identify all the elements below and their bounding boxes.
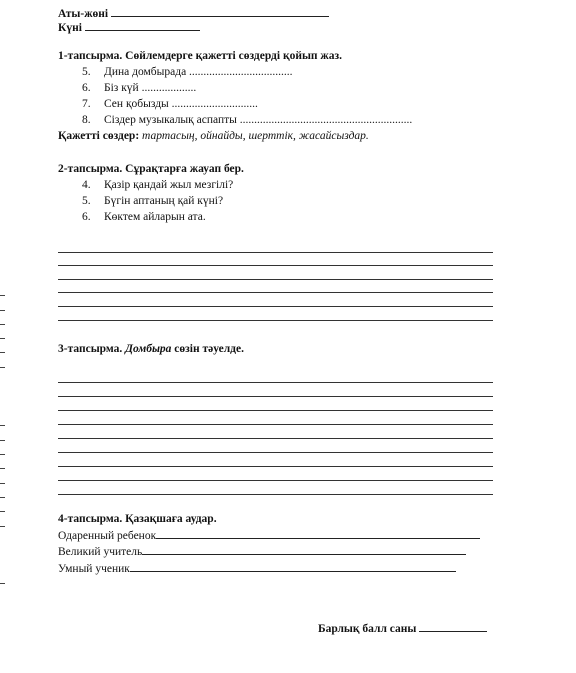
task2-item (82, 210, 206, 224)
total-score-label: Барлық балл саны (318, 623, 417, 635)
answer-line[interactable] (58, 252, 493, 253)
name-line (58, 6, 329, 21)
item-number: 6. (82, 211, 91, 223)
margin-tick (0, 526, 5, 527)
total-score-field[interactable] (419, 621, 487, 632)
required-words-line (58, 129, 369, 143)
item-number: 4. (82, 179, 91, 191)
item-number: 6. (82, 82, 91, 94)
translate-row (58, 561, 456, 576)
answer-line[interactable] (58, 424, 493, 425)
date-label: Күні (58, 22, 82, 34)
margin-tick (0, 440, 5, 441)
answer-line[interactable] (58, 279, 493, 280)
task2-item (82, 194, 223, 208)
margin-tick (0, 338, 5, 339)
item-text: Сіздер музыкалық аспапты ............................................................ (104, 114, 413, 126)
translate-row (58, 528, 480, 543)
task1-item (82, 81, 196, 95)
translate-row (58, 544, 466, 559)
answer-line[interactable] (58, 320, 493, 321)
task3-word: Домбыра (125, 343, 172, 355)
task3-title (58, 342, 244, 356)
answer-line[interactable] (58, 452, 493, 453)
task1-item (82, 113, 412, 127)
margin-tick (0, 497, 5, 498)
translate-phrase: Великий учитель (58, 546, 143, 558)
translate-phrase: Одаренный ребенок (58, 530, 157, 542)
margin-tick (0, 425, 5, 426)
answer-line[interactable] (58, 396, 493, 397)
item-text: Қазір қандай жыл мезгілі? (104, 179, 234, 191)
task3-prefix: 3-тапсырма. (58, 343, 123, 355)
margin-tick (0, 324, 5, 325)
task1-title: 1-тапсырма. Сөйлемдерге қажетті сөздерді қойып жаз. (58, 50, 343, 62)
answer-line[interactable] (58, 410, 493, 411)
name-field[interactable] (111, 6, 329, 17)
answer-line[interactable] (58, 306, 493, 307)
task3-suffix: сөзін тәуелде. (174, 343, 244, 355)
date-field[interactable] (85, 20, 200, 31)
item-text: Бүгін аптаның қай күні? (104, 195, 224, 207)
margin-tick (0, 511, 5, 512)
item-number: 7. (82, 98, 91, 110)
date-line (58, 20, 200, 35)
name-label: Аты-жөні (58, 8, 109, 20)
answer-line[interactable] (58, 494, 493, 495)
item-number: 5. (82, 66, 91, 78)
margin-tick (0, 483, 5, 484)
task4-title: 4-тапсырма. Қазақшаға аудар. (58, 513, 217, 525)
task2-title: 2-тапсырма. Сұрақтарға жауап бер. (58, 163, 244, 175)
item-text: Сен қобызды .............................. (104, 98, 258, 110)
translate-field[interactable] (130, 561, 456, 572)
item-text: Біз күй ................... (104, 82, 197, 94)
required-words-label: Қажетті сөздер: (58, 130, 140, 142)
translate-phrase: Умный ученик (58, 563, 130, 575)
item-text: Көктем айларын ата. (104, 211, 206, 223)
margin-tick (0, 583, 5, 584)
answer-line[interactable] (58, 480, 493, 481)
answer-line[interactable] (58, 265, 493, 266)
total-score-line (318, 621, 487, 636)
required-words: тартасың, ойнайды, шерттік, жасайсыздар. (142, 130, 369, 142)
margin-tick (0, 310, 5, 311)
margin-tick (0, 367, 5, 368)
translate-field[interactable] (142, 544, 466, 555)
item-number: 8. (82, 114, 91, 126)
margin-tick (0, 454, 5, 455)
task2-item (82, 178, 233, 192)
translate-field[interactable] (156, 528, 480, 539)
margin-tick (0, 468, 5, 469)
answer-line[interactable] (58, 292, 493, 293)
answer-line[interactable] (58, 382, 493, 383)
margin-tick (0, 295, 5, 296)
answer-line[interactable] (58, 438, 493, 439)
task1-item (82, 97, 258, 111)
answer-line[interactable] (58, 466, 493, 467)
item-text: Дина домбырада .................................... (104, 66, 293, 78)
task1-item (82, 65, 293, 79)
item-number: 5. (82, 195, 91, 207)
margin-tick (0, 352, 5, 353)
